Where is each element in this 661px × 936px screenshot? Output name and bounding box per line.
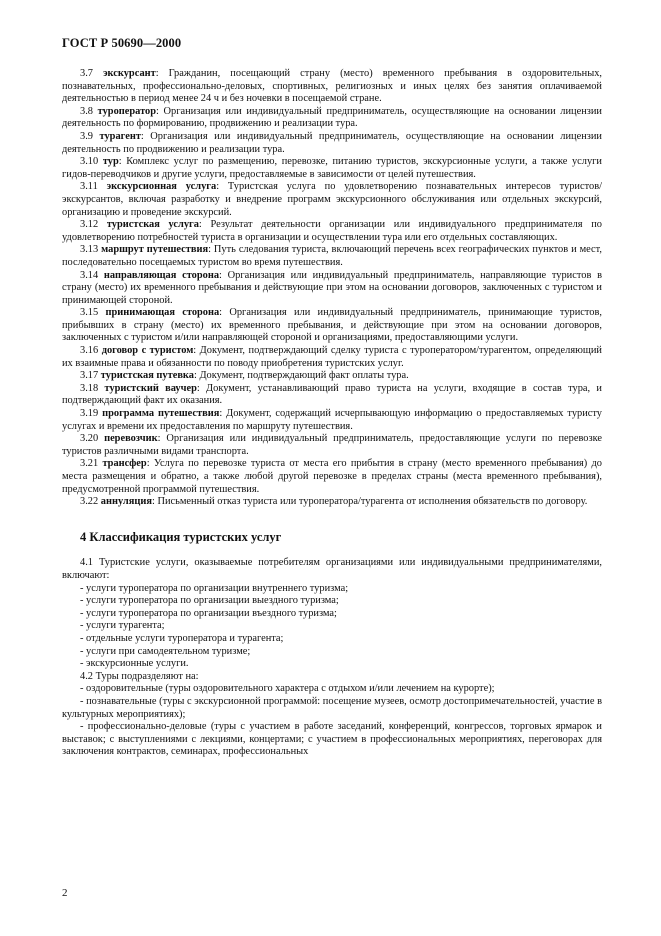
definition-item xyxy=(62,345,602,370)
paragraph-4-2: 4.2 Туры подразделяют на: xyxy=(80,670,199,682)
definition-number: 3.9 xyxy=(80,130,93,142)
definition-term: тур xyxy=(102,156,119,168)
definition-number: 3.18 xyxy=(80,382,99,394)
list-item: - услуги при самодеятельном туризме; xyxy=(80,645,251,657)
list-item: - оздоровительные (туры оздоровительного характера с отдыхом и/или лечением на курорте); xyxy=(80,683,495,695)
page-number: 2 xyxy=(62,887,68,899)
definition-text: : Организация или индивидуальный предприниматель, предоставляющие услуги по перевозке туристов различными видами транспорта. xyxy=(62,433,602,457)
definition-term: принимающая сторона xyxy=(105,307,220,319)
definition-item xyxy=(62,307,602,345)
list-4-2 xyxy=(62,683,602,759)
definition-term: туристская путевка xyxy=(100,370,194,382)
list-item: - услуги туроператора по организации внутреннего туризма; xyxy=(80,582,349,594)
definition-item xyxy=(62,68,602,106)
definition-number: 3.17 xyxy=(80,370,99,382)
definition-number: 3.13 xyxy=(80,244,99,256)
definition-text: : Результат деятельности организации или индивидуального предпринимателя по удовлетворению потребностей туриста в организации и осуществлении тура или его отдельных составляющих. xyxy=(62,219,602,243)
definition-term: туроператор xyxy=(97,105,157,117)
definition-number: 3.15 xyxy=(80,307,99,319)
definition-term: маршрут путешествия xyxy=(101,244,209,256)
definition-item xyxy=(62,408,602,433)
definition-term: турагент xyxy=(99,130,141,142)
definition-text: : Организация или индивидуальный предприниматель, направляющие туристов в страну (место) их временного пребывания и действующие при этом на основании договоров, заключенных с туристом и принимающей стороной. xyxy=(62,269,602,306)
definition-number: 3.7 xyxy=(80,68,93,79)
definition-text: : Письменный отказ туриста или туроператора/турагента от исполнения обязательств по договору. xyxy=(151,496,588,508)
list-item: - услуги туроператора по организации выездного туризма; xyxy=(80,595,339,607)
definition-term: программа путешествия xyxy=(102,408,220,420)
definition-number: 3.19 xyxy=(80,408,99,420)
definition-item xyxy=(62,433,602,458)
definition-term: туристский ваучер xyxy=(104,382,197,394)
definition-text: : Организация или индивидуальный предприниматель, осуществляющие на основании лицензии деятельность по продвижению и реализации тура. xyxy=(62,130,602,155)
list-item: - отдельные услуги туроператора и турагента; xyxy=(80,632,284,644)
definition-item xyxy=(62,496,602,509)
definition-number: 3.11 xyxy=(80,181,98,193)
definition-number: 3.12 xyxy=(80,219,99,231)
definition-text: : Документ, подтверждающий факт оплаты тура. xyxy=(193,370,409,382)
definition-item xyxy=(62,106,602,131)
definition-text: : Комплекс услуг по размещению, перевозке, питанию туристов, экскурсионные услуги, а также услуги гидов-переводчиков и другие услуги, предоставляемые в зависимости от целей путешествия. xyxy=(62,156,602,180)
definition-item xyxy=(62,244,602,269)
list-item: - услуги туроператора по организации въездного туризма; xyxy=(80,607,337,619)
definition-item xyxy=(62,181,602,219)
definition-text: : Гражданин, посещающий страну (место) временного пребывания в оздоровительных, познавательных, профессионально-деловых, спортивных, религиозных и иных целях без занятия оплачиваемой деятельностью в период менее 24 ч и без ночевки в посещаемой стране. xyxy=(62,68,602,105)
definition-term: туристская услуга xyxy=(106,219,199,231)
definition-text: : Организация или индивидуальный предприниматель, принимающие туристов, прибывших в страну (место) их временного пребывания, и действующие при этом на основании договоров, заключенных с туристом и/или направляющей стороной и организациями, предоставляющими услуги. xyxy=(62,307,602,344)
definition-term: договор с туристом xyxy=(101,345,194,357)
list-4-1 xyxy=(62,583,602,671)
definition-term: направляющая сторона xyxy=(103,269,220,281)
definition-item xyxy=(62,270,602,308)
section-title: 4 Классификация туристских услуг xyxy=(80,529,282,544)
list-item: - профессионально-деловые (туры с участием в работе заседаний, конференций, конгрессов, торговых ярмарок и выставок; с выступлениями с лекциями, концертами; с участием в профессиональных мероприятиях, переговорах для заключения контрактов, семинарах, профессиональных xyxy=(62,721,602,758)
definition-term: экскурсионная услуга xyxy=(106,181,217,193)
definition-number: 3.16 xyxy=(80,345,99,357)
paragraph-4-1: 4.1 Туристские услуги, оказываемые потребителям организациями или индивидуальными предпринимателями, включают: xyxy=(62,557,602,581)
definition-item xyxy=(62,156,602,181)
list-item: - услуги турагента; xyxy=(80,620,165,632)
page-header-doc-id: ГОСТ Р 50690—2000 xyxy=(62,36,182,50)
definition-term: перевозчик xyxy=(104,433,158,445)
definition-text: : Услуга по перевозке туриста от места его прибытия в страну (место временного пребывания) до места размещения и обратно, а также любой другой перевозке в пределах страны (места временного пребывания), предусмотренной программой путешествия. xyxy=(62,458,602,495)
definition-item xyxy=(62,458,602,496)
definition-term: трансфер xyxy=(102,458,147,470)
definition-number: 3.22 xyxy=(80,496,99,508)
definition-number: 3.20 xyxy=(80,433,99,445)
definition-number: 3.8 xyxy=(80,105,93,117)
definition-term: аннуляция xyxy=(100,496,152,508)
definition-item xyxy=(62,383,602,408)
definition-text: : Туристская услуга по удовлетворению познавательных интересов туристов/экскурсантов, включая разработку и внедрение программ экскурсионного обслуживания или отдельных экскурсий, организацию и проведение экскурсий. xyxy=(62,181,602,218)
document-body xyxy=(62,68,602,759)
definition-text: : Путь следования туриста, включающий перечень всех географических пунктов и мест, последовательно посещаемых туристом во время путешествия. xyxy=(62,244,602,268)
definition-item xyxy=(62,219,602,244)
definition-text: : Организация или индивидуальный предприниматель, осуществляющие на основании лицензии деятельность по формированию, продвижению и реализации тура. xyxy=(62,105,602,130)
list-item: - экскурсионные услуги. xyxy=(80,658,189,670)
definition-term: экскурсант xyxy=(103,68,156,79)
definitions-list xyxy=(62,68,602,509)
list-item: - познавательные (туры с экскурсионной программой: посещение музеев, осмотр достопримечательностей, участие в культурных мероприятиях); xyxy=(62,695,602,720)
definition-item xyxy=(62,370,602,383)
definition-number: 3.21 xyxy=(80,458,99,470)
definition-text: : Документ, содержащий исчерпывающую информацию о предоставляемых туристу услугах и времени их предоставления по маршруту путешествия. xyxy=(62,408,602,432)
definition-number: 3.14 xyxy=(80,269,99,281)
definition-number: 3.10 xyxy=(80,156,99,168)
definition-item xyxy=(62,131,602,156)
definition-text: : Документ, устанавливающий право туриста на услуги, входящие в состав тура, и подтверждающий факт их оказания. xyxy=(62,382,602,407)
definition-text: : Документ, подтверждающий сделку туриста с туроператором/турагентом, определяющий их взаимные права и обязанности по поводу приобретения туристских услуг. xyxy=(62,345,602,369)
